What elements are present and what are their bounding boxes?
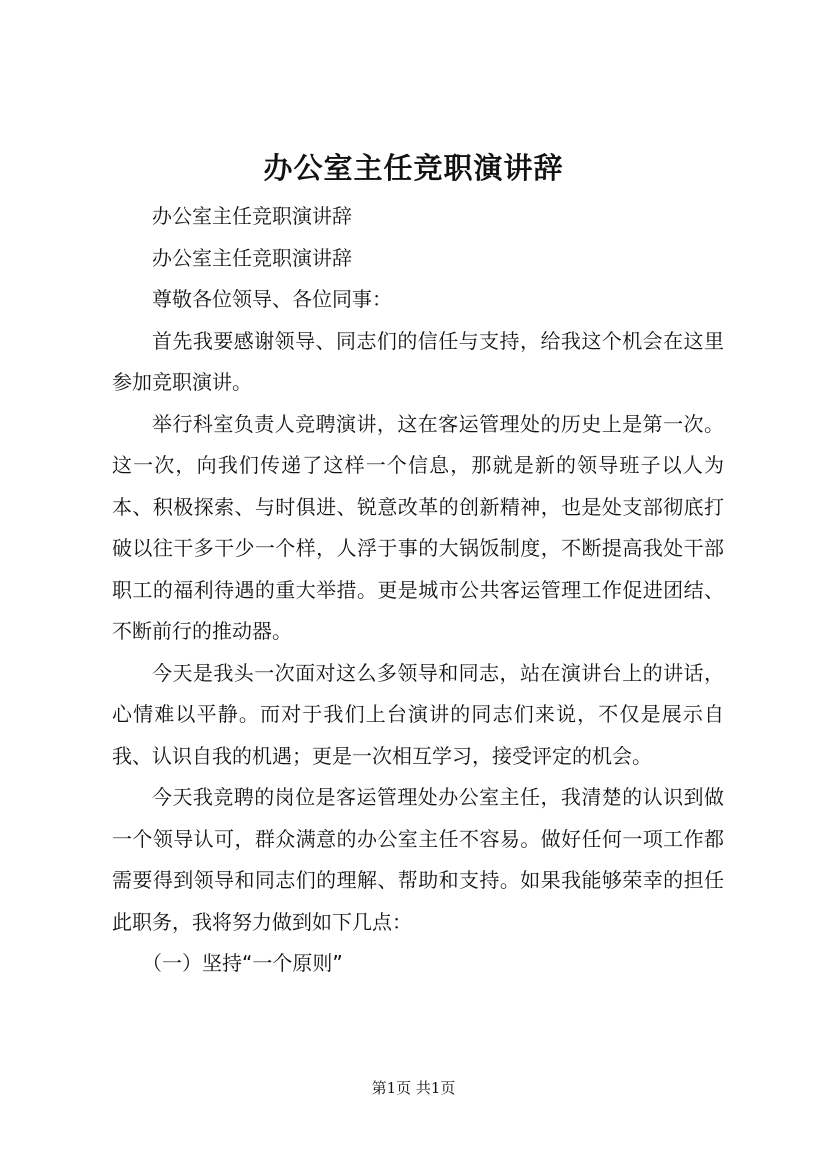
paragraph-first-event: 举行科室负责人竞聘演讲，这在客运管理处的历史上是第一次。这一次，向我们传递了这样一个信息，那就是新的领导班子以人为本、积极探索、与时俱进、锐意改革的创新精神，也是处支部彻底打破以往干多干少一个样，人浮于事的大锅饭制度，不断提高我处干部职工的福利待遇的重大举措。更是城市公共客运管理工作促进团结、不断前行的推动器。 [112,411,724,643]
paragraph-salutation: 尊敬各位领导、各位同事： [152,287,392,311]
paragraph-subtitle-2: 办公室主任竞职演讲辞 [152,245,352,270]
paragraph-thanks: 首先我要感谢领导、同志们的信任与支持，给我这个机会在这里参加竞职演讲。 [112,328,724,394]
page-footer: 第1页 共1页 [371,1079,456,1097]
paragraph-first-time-speech: 今天是我头一次面对这么多领导和同志，站在演讲台上的讲话，心情难以平静。而对于我们上台演讲的同志们来说，不仅是展示自我、认识自我的机遇；更是一次相互学习，接受评定的机会。 [112,660,724,768]
document-title: 办公室主任竞职演讲辞 [263,151,564,185]
paragraph-section-heading: （一）坚持“一个原则” [142,951,343,975]
document-body [112,196,724,985]
paragraph-subtitle-1: 办公室主任竞职演讲辞 [152,204,352,228]
paragraph-position: 今天我竞聘的岗位是客运管理处办公室主任，我清楚的认识到做一个领导认可，群众满意的办公室主任不容易。做好任何一项工作都需要得到领导和同志们的理解、帮助和支持。如果我能够荣幸的担任此职务，我将努力做到如下几点： [112,785,724,934]
